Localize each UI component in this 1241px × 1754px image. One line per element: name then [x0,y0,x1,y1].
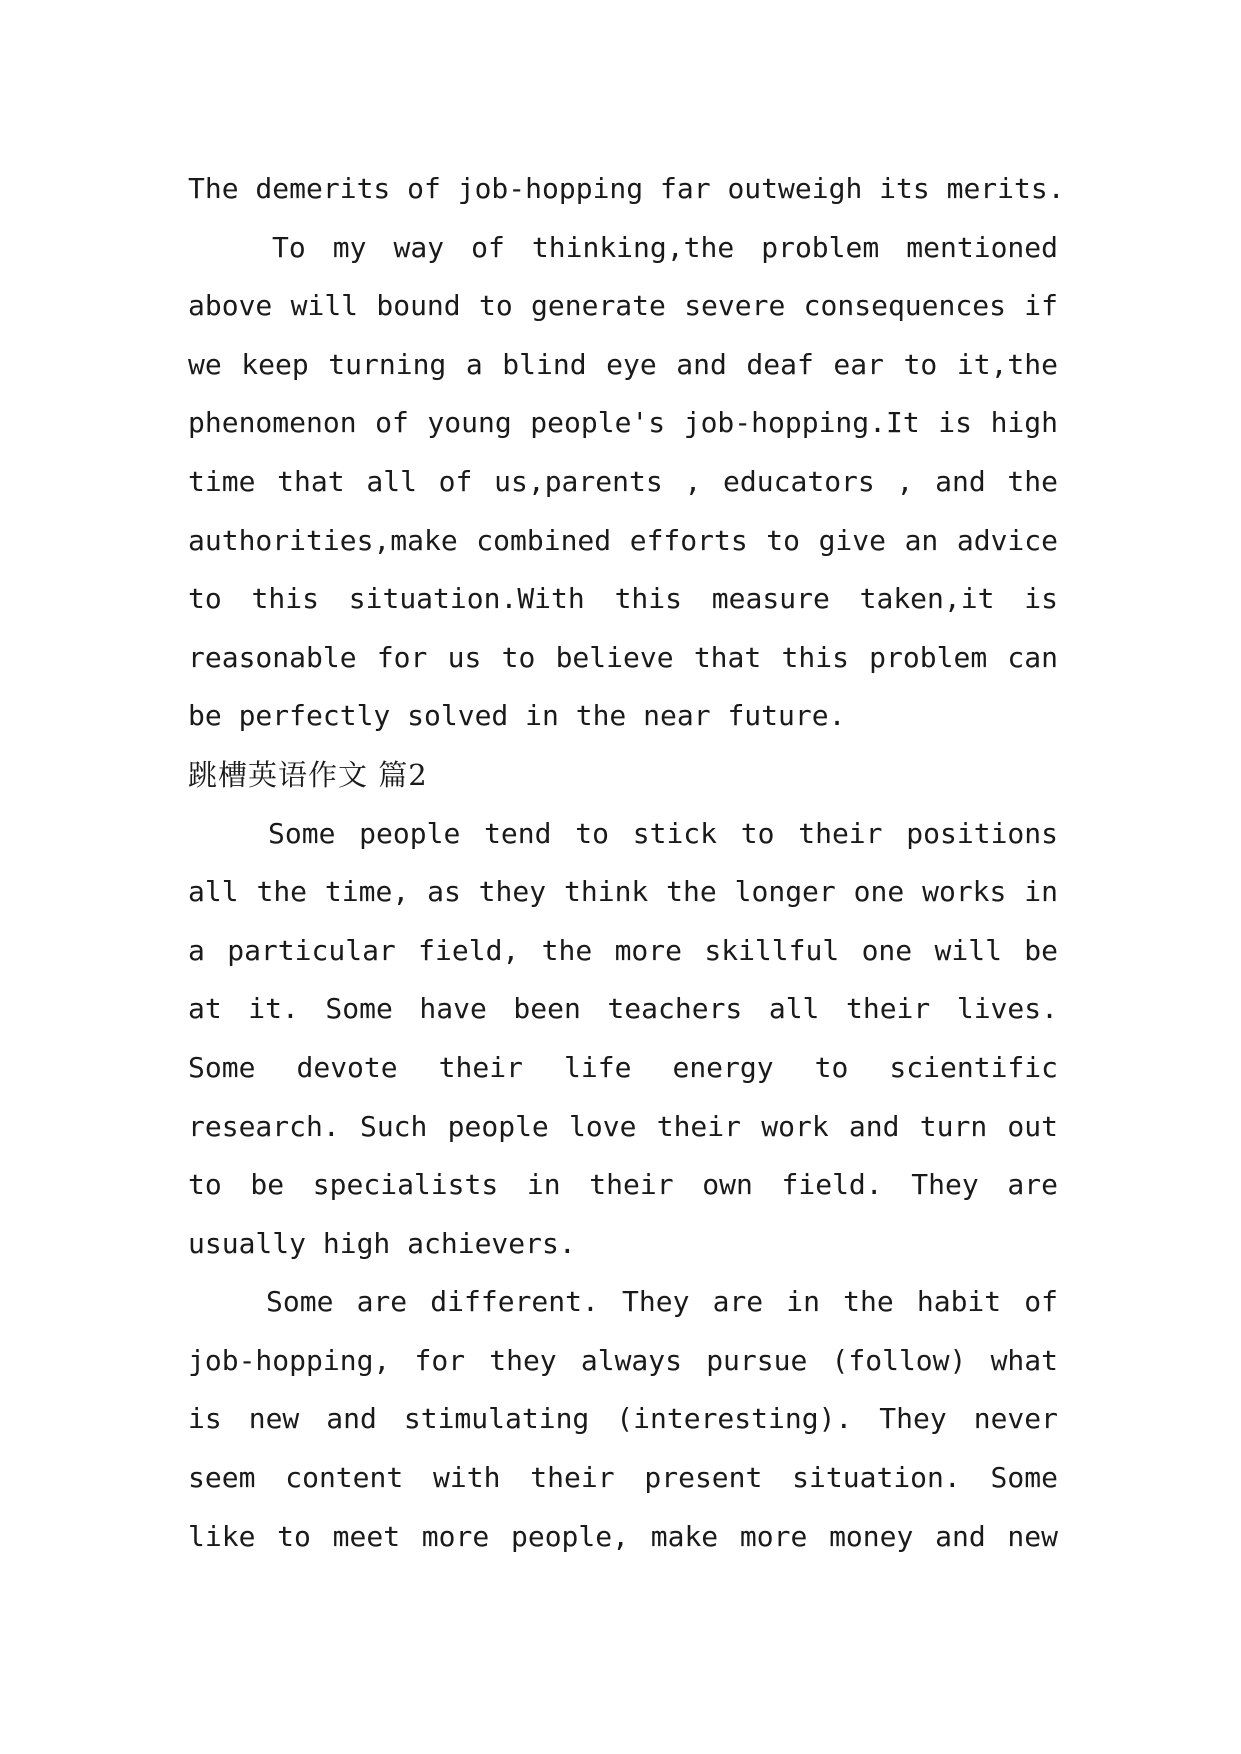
text-line: be perfectly solved in the near future. [188,699,846,733]
text-line: a particular field, the more skillful one will be [188,933,1058,967]
text-line: time that all of us,parents , educators , and the [188,464,1058,498]
text-line: at it. Some have been teachers all their lives. [188,992,1058,1026]
text-line: phenomenon of young people's job-hopping.It is high [188,406,1058,440]
section-heading: 跳槽英语作文 篇2 [188,757,428,792]
text-line: research. Such people love their work and turn out [188,1109,1058,1143]
text-line: Some people tend to stick to their positions [268,816,1058,850]
text-line: is new and stimulating (interesting). They never [188,1402,1058,1436]
text-line: all the time, as they think the longer one works in [188,875,1058,909]
text-line: Some devote their life energy to scientific [188,1050,1058,1084]
text-line: job-hopping, for they always pursue (follow) what [188,1343,1058,1377]
text-line: to be specialists in their own field. They are [188,1168,1058,1202]
text-line: The demerits of job-hopping far outweigh its merits. [188,172,1065,205]
text-line: above will bound to generate severe consequences if [188,289,1058,323]
text-line: authorities,make combined efforts to give an advice [188,523,1058,557]
text-line: usually high achievers. [188,1226,576,1260]
text-line: like to meet more people, make more money and new [188,1519,1058,1553]
text-line: seem content with their present situation. Some [188,1461,1058,1495]
text-line: To my way of thinking,the problem mentioned [272,230,1058,264]
text-line: reasonable for us to believe that this problem can [188,640,1058,674]
text-line: we keep turning a blind eye and deaf ear to it,the [188,347,1058,381]
text-line: Some are different. They are in the habit of [266,1285,1058,1319]
text-line: to this situation.With this measure taken,it is [188,582,1058,616]
document-body [188,160,1065,1566]
